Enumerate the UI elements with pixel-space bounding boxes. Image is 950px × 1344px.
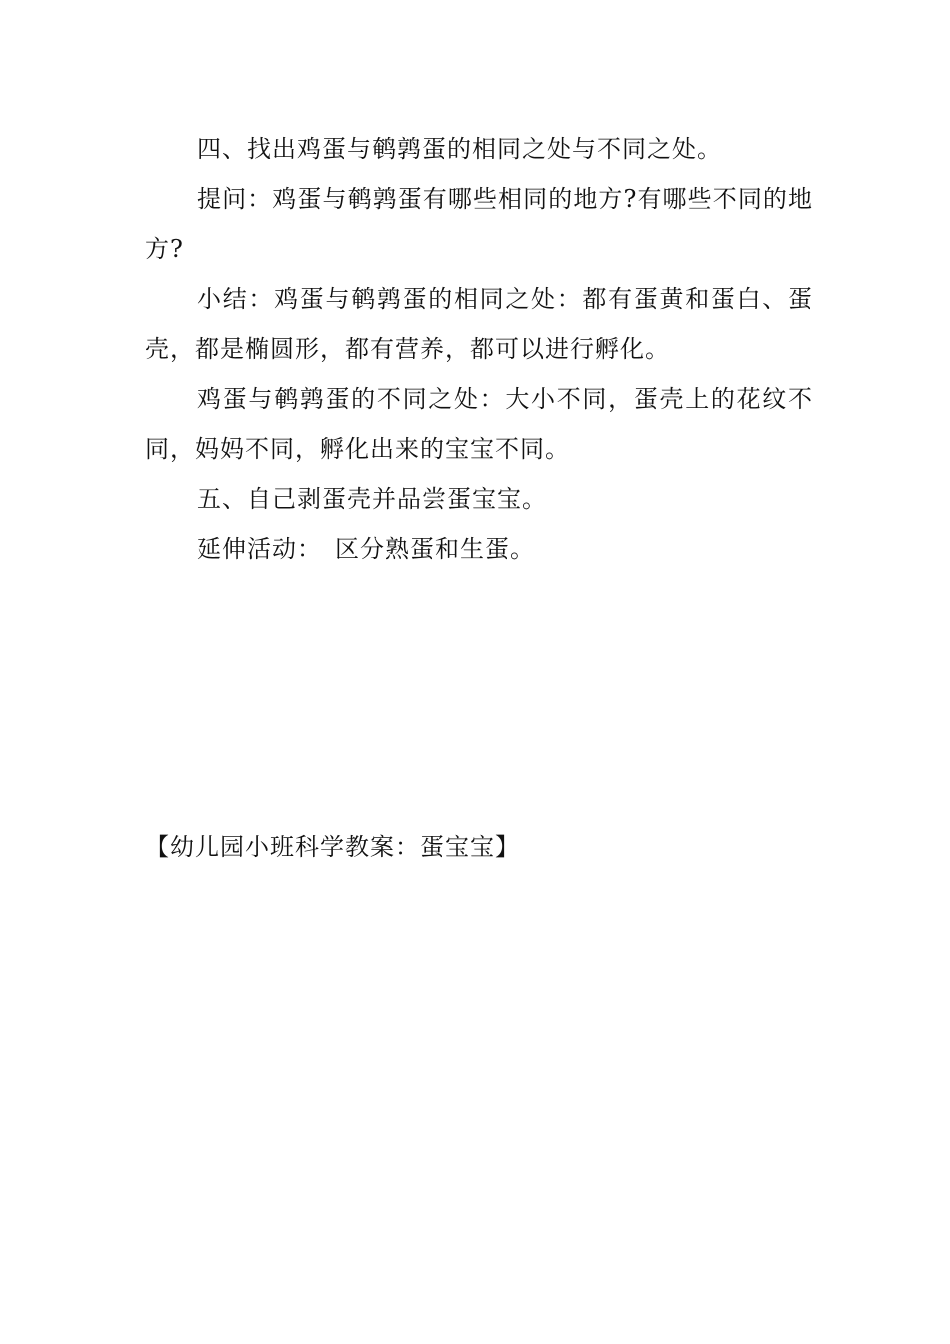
paragraph-extension-activity: 延伸活动： 区分熟蛋和生蛋。 <box>197 535 535 563</box>
paragraph-question: 提问：鸡蛋与鹌鹑蛋有哪些相同的地方?有哪些不同的地方? <box>145 185 813 263</box>
paragraph-step-four: 四、找出鸡蛋与鹌鹑蛋的相同之处与不同之处。 <box>197 135 722 163</box>
paragraph-differences: 鸡蛋与鹌鹑蛋的不同之处：大小不同，蛋壳上的花纹不同，妈妈不同，孵化出来的宝宝不同。 <box>145 385 813 463</box>
paragraph-step-five: 五、自己剥蛋壳并品尝蛋宝宝。 <box>197 485 547 513</box>
lesson-plan-title: 【幼儿园小班科学教案：蛋宝宝】 <box>145 833 520 861</box>
paragraph-summary-similarities: 小结：鸡蛋与鹌鹑蛋的相同之处：都有蛋黄和蛋白、蛋壳，都是椭圆形，都有营养，都可以进行孵化。 <box>145 285 813 363</box>
